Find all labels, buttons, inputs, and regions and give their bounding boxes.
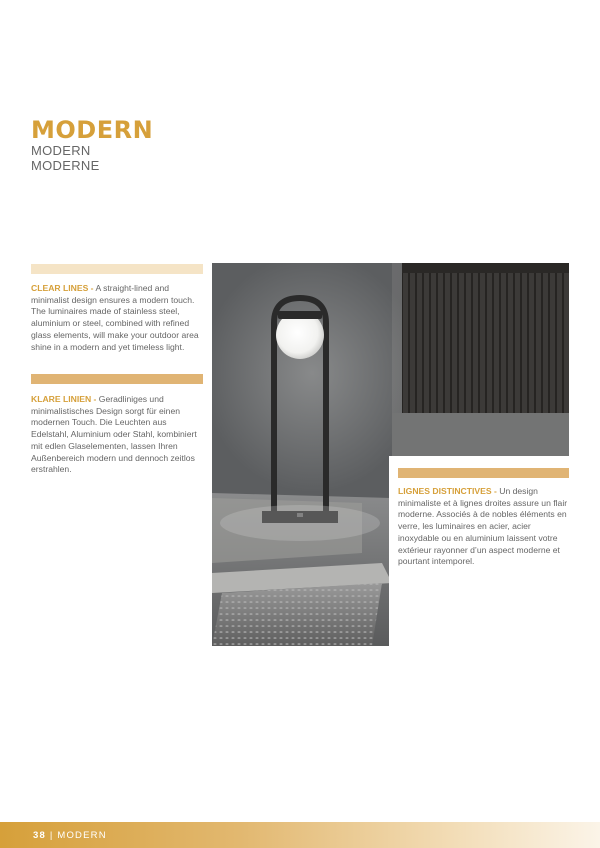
subtitle-german: MODERN (31, 143, 91, 158)
page-heading (31, 117, 153, 173)
accent-bar-french (398, 468, 569, 478)
accent-bar-english (31, 264, 203, 274)
footer-section: MODERN (57, 830, 107, 841)
footer-separator: | (49, 830, 54, 841)
text-german (31, 394, 203, 476)
lead-french: LIGNES DISTINCTIVES - (398, 486, 497, 496)
subtitle-french: MODERNE (31, 158, 100, 173)
accent-bar-german (31, 374, 203, 384)
page-number: 38 (33, 830, 46, 841)
lead-english: CLEAR LINES - (31, 283, 94, 293)
lead-german: KLARE LINIEN - (31, 394, 97, 404)
body-german: Geradliniges und minimalistisches Design sorgt für einen modernen Touch. Die Leuchten aus Edelstahl, Aluminium oder Stahl, kombiniert mit edlen Glaselementen, lassen Ihren Außenbereich modern und dennoch zeitlos erstrahlen. (31, 394, 197, 475)
text-french (398, 486, 570, 568)
body-english: A straight-lined and minimalist design ensures a modern touch. The luminaires made of stainless steel, aluminium or steel, combined with refined glass elements, will make your outdoor area shine in a modern and yet timeless light. (31, 283, 199, 352)
footer-label (33, 830, 107, 841)
page-title: MODERN (31, 116, 154, 144)
body-french: Un design minimaliste et à lignes droites assure un flair moderne. Associés à de nobles éléments en verre, les luminaires en acier, acier inoxydable ou en aluminium laissent votre extérieur rayonner d’un aspect moderne et pourtant intemporel. (398, 486, 568, 567)
text-english (31, 283, 203, 353)
